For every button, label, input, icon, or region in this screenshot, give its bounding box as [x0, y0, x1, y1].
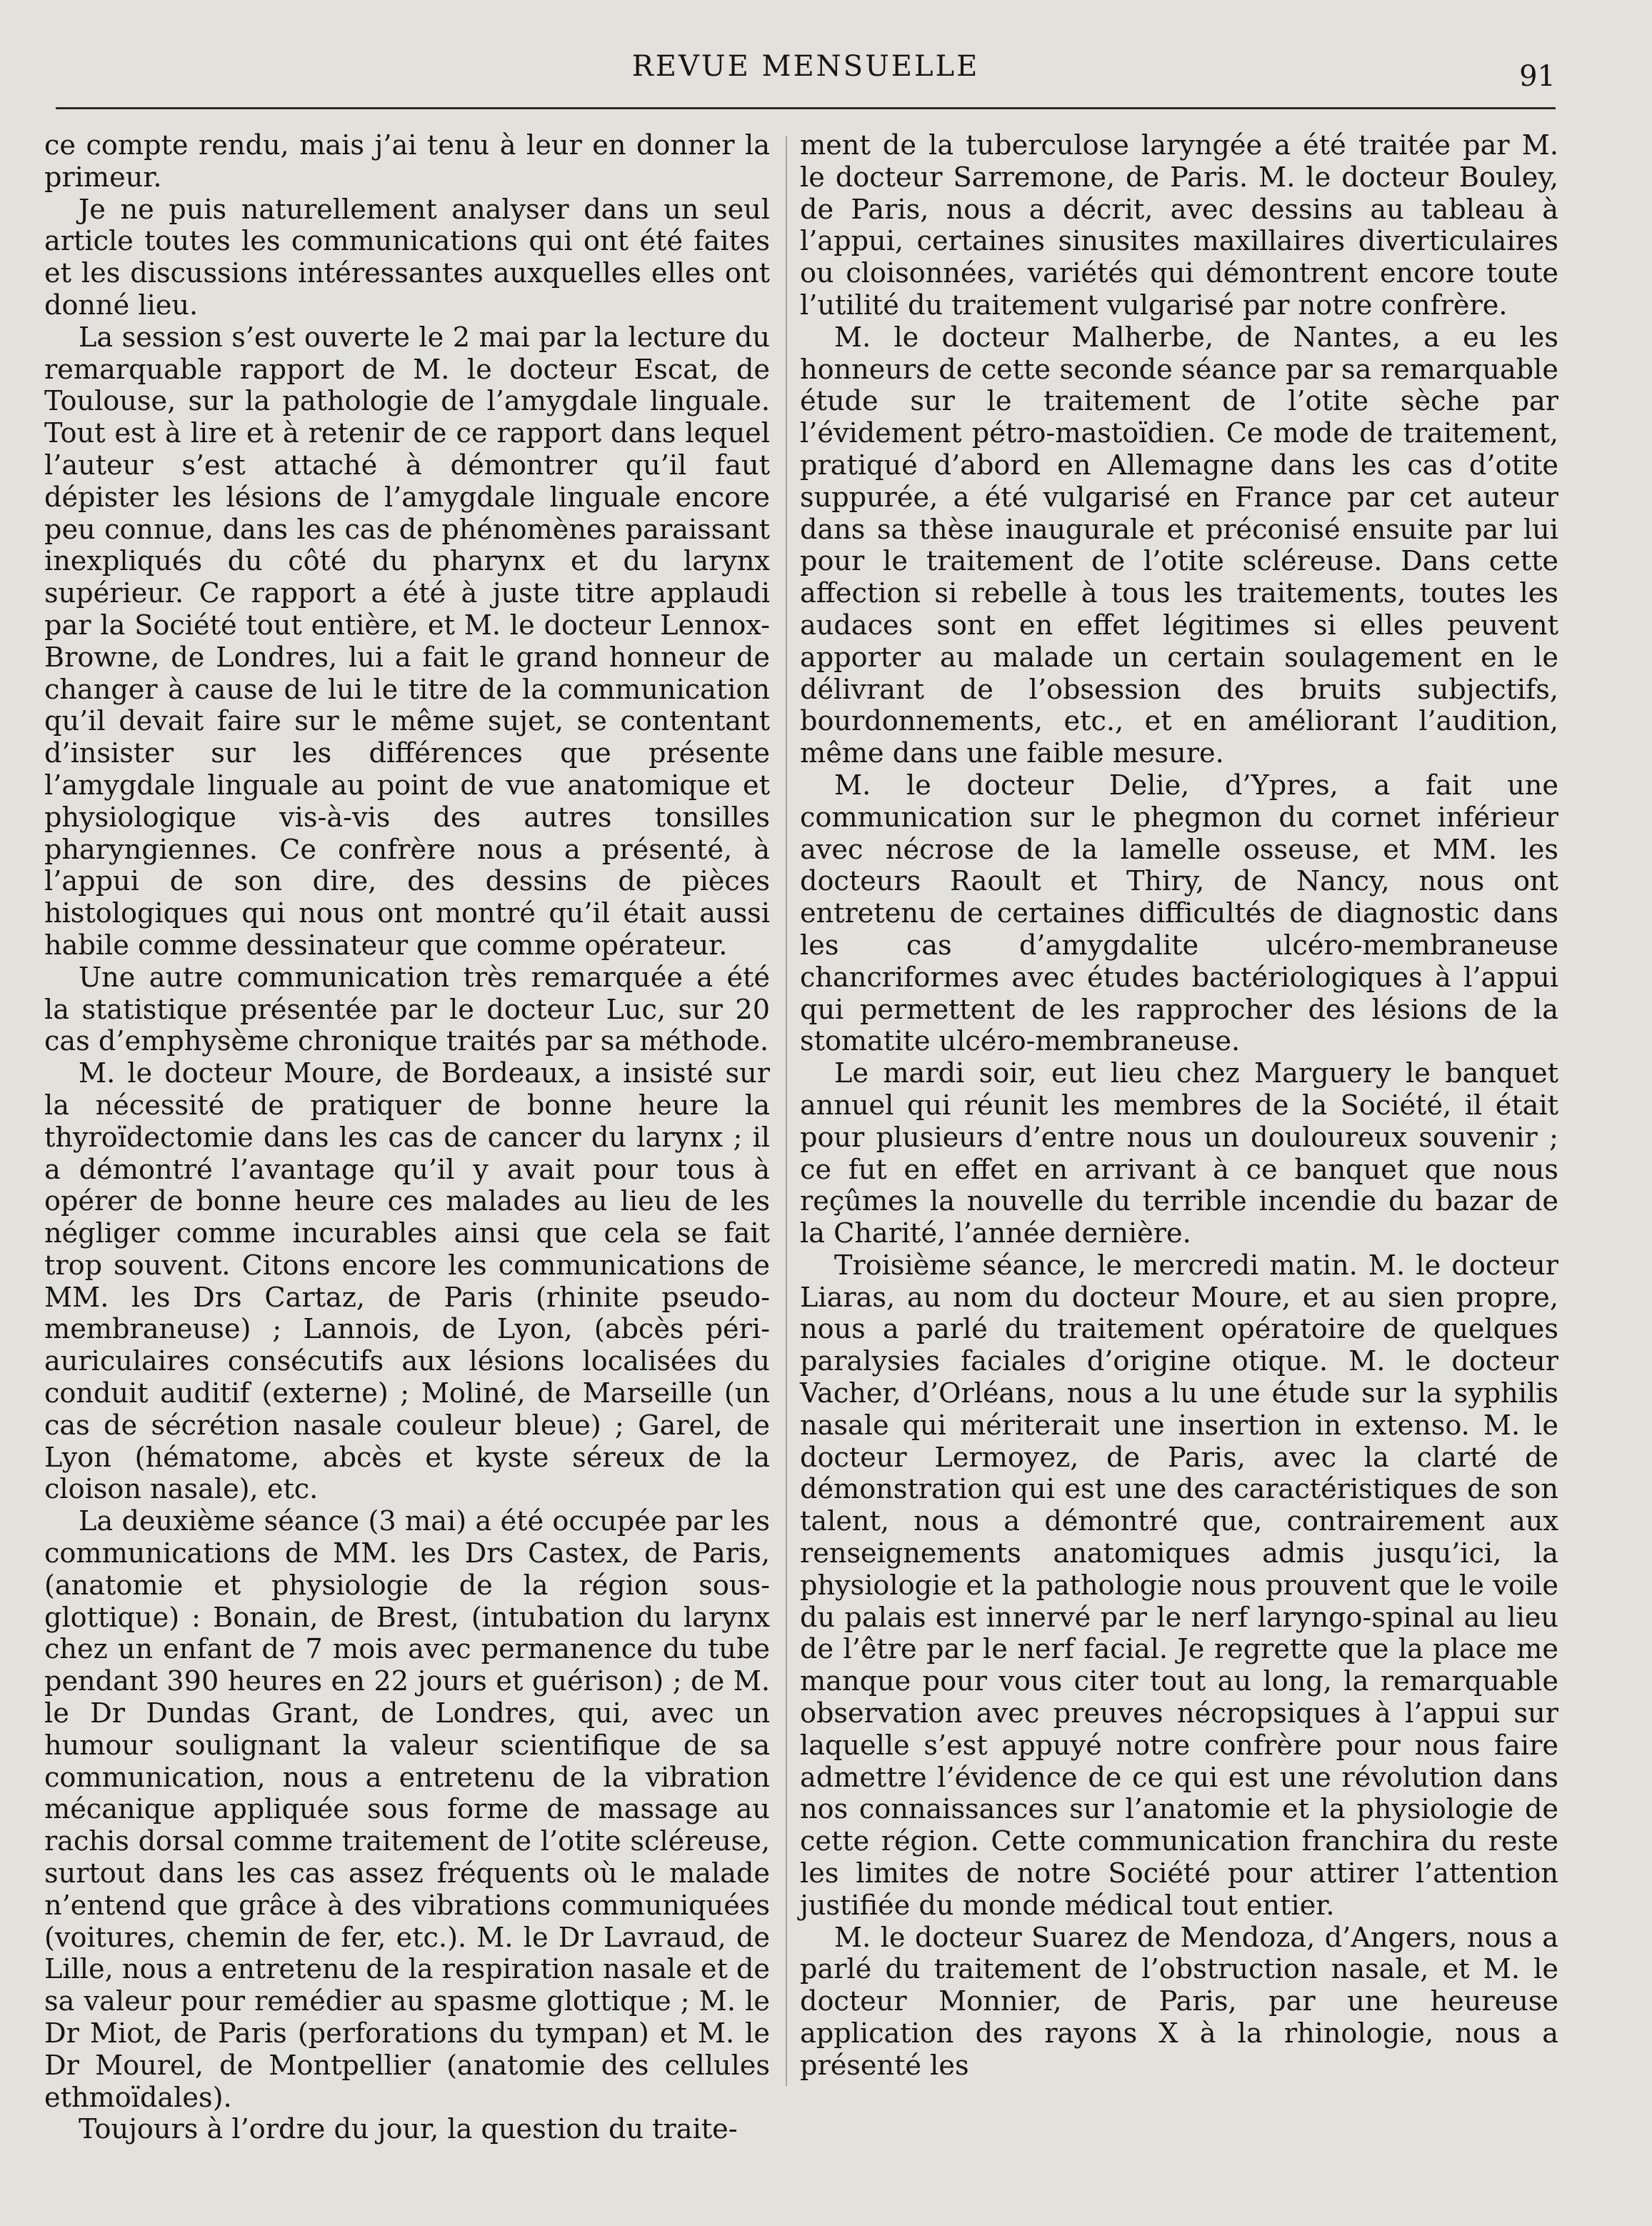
paragraph: Le mardi soir, eut lieu chez Marguery le banquet annuel qui réunit les membres de la Société, il était pour plusieurs d’entre nous un douloureux souvenir ; ce fut en effet en arrivant à ce banquet que nous reçûmes la nouvelle du terrible incendie du bazar de la Charité, l’année dernière.	[800, 1058, 1558, 1250]
paragraph: Troisième séance, le mercredi matin. M. le docteur Liaras, au nom du docteur Moure, et au sien propre, nous a parlé du traitement opératoire de quelques paralysies faciales d’origine otique. M. le docteur Vacher, d’Orléans, nous a lu une étude sur la syphilis nasale qui mériterait une insertion in extenso. M. le docteur Lermoyez, de Paris, avec la clarté de démonstration qui est une des caractéristiques de son talent, nous a démontré que, contrairement aux renseignements anatomiques admis jusqu’ici, la physiologie et la pathologie nous prouvent que le voile du palais est innervé par le nerf laryngo-spinal au lieu de l’être par le nerf facial. Je regrette que la place me manque pour vous citer tout au long, la remarquable observation avec preuves nécropsiques à l’appui sur laquelle s’est appuyé notre confrère pour nous faire admettre l’évidence de ce qui est une révolution dans nos connaissances sur l’anatomie et la physiologie de cette région. Cette communication franchira du reste les limites de notre Société pour attirer l’attention justifiée du monde médical tout entier.	[800, 1249, 1558, 1922]
running-title: REVUE MENSUELLE	[631, 50, 980, 83]
right-column	[800, 130, 1558, 2082]
paragraph: La deuxième séance (3 mai) a été occupée par les communications de MM. les Drs Castex, de Paris, (anatomie et physiologie de la région sous-glottique) : Bonain, de Brest, (intubation du larynx chez un enfant de 7 mois avec permanence du tube pendant 390 heures en 22 jours et guérison) ; de M. le Dr Dundas Grant, de Londres, qui, avec un humour soulignant la valeur scientifique de sa communication, nous a entretenu de la vibration mécanique appliquée sous forme de massage au rachis dorsal comme traitement de l’otite scléreuse, surtout dans les cas assez fréquents où le malade n’entend que grâce à des vibrations communiquées (voitures, chemin de fer, etc.). M. le Dr Lavraud, de Lille, nous a entretenu de la respiration nasale et de sa valeur pour remédier au spasme glottique ; M. le Dr Miot, de Paris (perforations du tympan) et M. le Dr Mourel, de Montpellier (anatomie des cellules ethmoïdales).	[44, 1506, 770, 2114]
paragraph: M. le docteur Suarez de Mendoza, d’Angers, nous a parlé du traitement de l’obstruction nasale, et M. le docteur Monnier, de Paris, par une heureuse application des rayons X à la rhinologie, nous a présenté les	[800, 1922, 1558, 2082]
paragraph: M. le docteur Moure, de Bordeaux, a insisté sur la nécessité de pratiquer de bonne heure la thyroïdectomie dans les cas de cancer du larynx ; il a démontré l’avantage qu’il y avait pour tous à opérer de bonne heure ces malades au lieu de les négliger comme incurables ainsi que cela se fait trop souvent. Citons encore les communications de MM. les Drs Cartaz, de Paris (rhinite pseudo-membraneuse) ; Lannois, de Lyon, (abcès péri-auriculaires consécutifs aux lésions localisées du conduit auditif (externe) ; Moliné, de Marseille (un cas de sécrétion nasale couleur bleue) ; Garel, de Lyon (hématome, abcès et kyste séreux de la cloison nasale), etc.	[44, 1058, 770, 1506]
header-rule	[56, 107, 1556, 109]
left-column	[44, 130, 770, 2146]
page-number: 91	[1519, 60, 1556, 93]
paragraph: M. le docteur Delie, d’Ypres, a fait une communication sur le phegmon du cornet inférieur avec nécrose de la lamelle osseuse, et MM. les docteurs Raoult et Thiry, de Nancy, nous ont entretenu de certaines difficultés de diagnostic dans les cas d’amygdalite ulcéro-membraneuse chancriformes avec études bactériologiques à l’appui qui permettent de les rapprocher des lésions de la stomatite ulcéro-membraneuse.	[800, 769, 1558, 1058]
paragraph: ment de la tuberculose laryngée a été traitée par M. le docteur Sarremone, de Paris. M. le docteur Bouley, de Paris, nous a décrit, avec dessins au tableau à l’appui, certaines sinusites maxillaires diverticulaires ou cloisonnées, variétés qui démontrent encore toute l’utilité du traitement vulgarisé par notre confrère.	[800, 130, 1558, 321]
column-divider	[786, 136, 787, 2086]
paragraph: M. le docteur Malherbe, de Nantes, a eu les honneurs de cette seconde séance par sa remarquable étude sur le traitement de l’otite sèche par l’évidement pétro-mastoïdien. Ce mode de traitement, pratiqué d’abord en Allemagne dans les cas d’otite suppurée, a été vulgarisé en France par cet auteur dans sa thèse inaugurale et préconisé ensuite par lui pour le traitement de l’otite scléreuse. Dans cette affection si rebelle à tous les traitements, toutes les audaces sont en effet légitimes si elles peuvent apporter au malade un certain soulagement en le délivrant de l’obsession des bruits subjectifs, bourdonnements, etc., et en améliorant l’audition, même dans une faible mesure.	[800, 321, 1558, 770]
paragraph: Toujours à l’ordre du jour, la question du traite-	[79, 2114, 738, 2146]
page-header	[56, 44, 1556, 94]
paragraph: ce compte rendu, mais j’ai tenu à leur en donner la primeur.	[44, 130, 770, 194]
paragraph: La session s’est ouverte le 2 mai par la lecture du remarquable rapport de M. le docteur Escat, de Toulouse, sur la pathologie de l’amygdale linguale. Tout est à lire et à retenir de ce rapport dans lequel l’auteur s’est attaché à démontrer qu’il faut dépister les lésions de l’amygdale linguale encore peu connue, dans les cas de phénomènes paraissant inexpliqués du côté du pharynx et du larynx supérieur. Ce rapport a été à juste titre applaudi par la Société tout entière, et M. le docteur Lennox-Browne, de Londres, lui a fait le grand honneur de changer à cause de lui le titre de la communication qu’il devait faire sur le même sujet, se contentant d’insister sur les différences que présente l’amygdale linguale au point de vue anatomique et physiologique vis-à-vis des autres tonsilles pharyngiennes. Ce confrère nous a présenté, à l’appui de son dire, des dessins de pièces histologiques qui nous ont montré qu’il était aussi habile comme dessinateur que comme opérateur.	[44, 321, 770, 962]
paragraph: Une autre communication très remarquée a été la statistique présentée par le docteur Luc, sur 20 cas d’emphysème chronique traités par sa méthode.	[44, 962, 770, 1058]
paragraph: Je ne puis naturellement analyser dans un seul article toutes les communications qui ont été faites et les discussions intéressantes auxquelles elles ont donné lieu.	[44, 194, 770, 321]
